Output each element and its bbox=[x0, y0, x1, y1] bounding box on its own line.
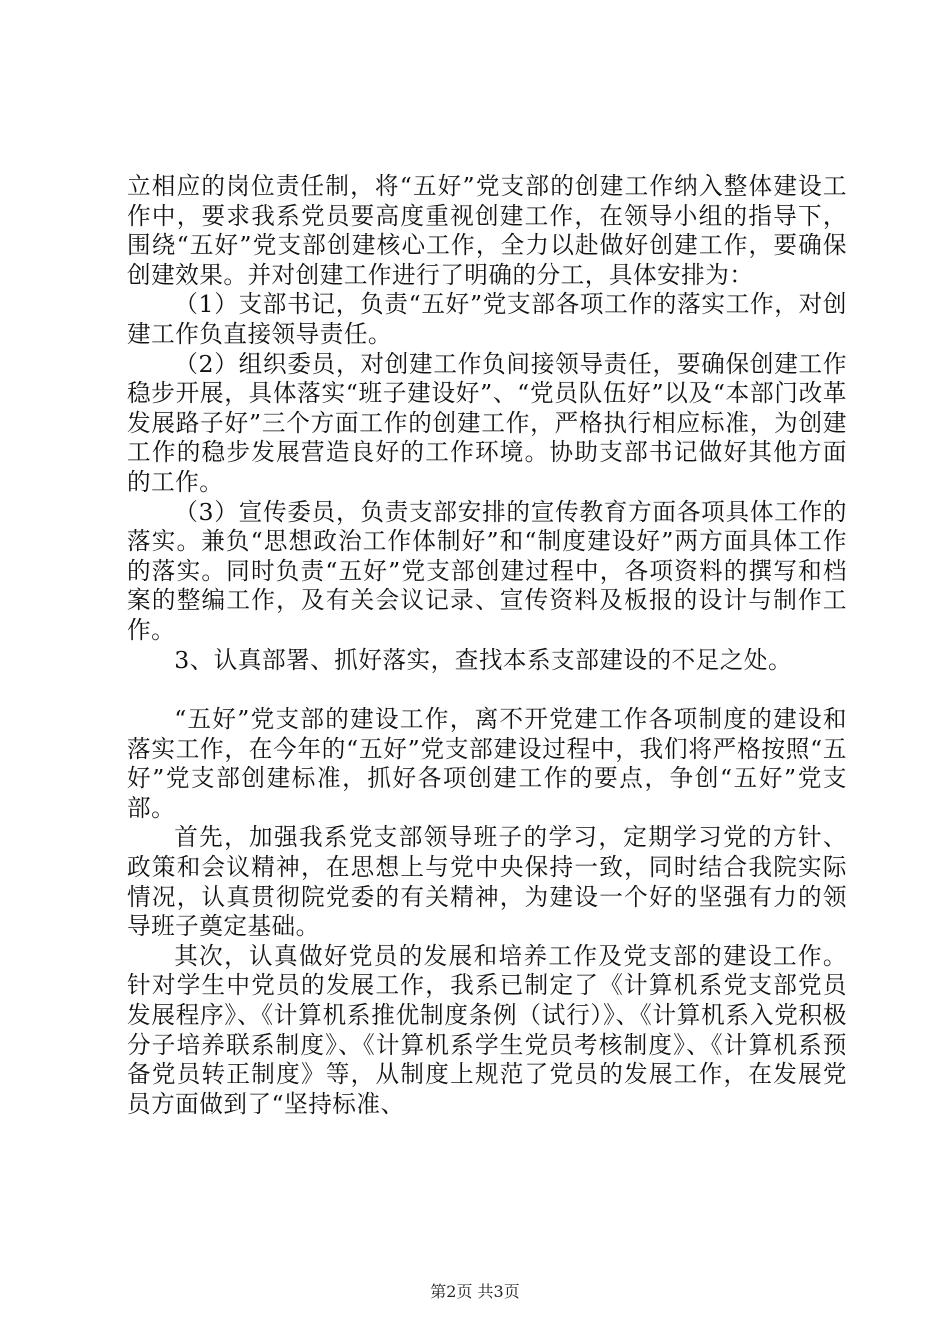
page-footer: 第2页 共3页 bbox=[430, 1282, 520, 1301]
paragraph-intro: 立相应的岗位责任制，将“五好”党支部的创建工作纳入整体建设工作中，要求我系党员要高度重视创建工作，在领导小组的指导下，围绕“五好”党支部创建核心工作，全力以赴做好创建工作，要确保创建效果。并对创建工作进行了明确的分工，具体安排为： bbox=[127, 172, 847, 289]
paragraph-item-2: （2）组织委员，对创建工作负间接领导责任，要确保创建工作稳步开展，具体落实“班子建设好”、“党员队伍好”以及“本部门改革发展路子好”三个方面工作的创建工作，严格执行相应标准，为创建工作的稳步发展营造良好的工作环境。协助支部书记做好其他方面的工作。 bbox=[127, 349, 847, 496]
paragraph-item-1: （1）支部书记，负责“五好”党支部各项工作的落实工作，对创建工作负直接领导责任。 bbox=[127, 290, 847, 348]
section-heading: 3、认真部署、抓好落实，查找本系支部建设的不足之处。 bbox=[174, 645, 793, 674]
paragraph-second: 其次，认真做好党员的发展和培养工作及党支部的建设工作。针对学生中党员的发展工作，我系已制定了《计算机系党支部党员发展程序》、《计算机系推优制度条例（试行）》、《计算机系入党积极分子培养联系制度》、《计算机系学生党员考核制度》、《计算机系预备党员转正制度》等，从制度上规范了党员的发展工作，在发展党员方面做到了“坚持标准、 bbox=[127, 941, 847, 1118]
paragraph-wuhao: “五好”党支部的建设工作，离不开党建工作各项制度的建设和落实工作，在今年的“五好”党支部建设过程中，我们将严格按照“五好”党支部创建标准，抓好各项创建工作的要点，争创“五好”党支部。 bbox=[127, 705, 847, 822]
document-body bbox=[127, 172, 847, 1119]
paragraph-item-3: （3）宣传委员，负责支部安排的宣传教育方面各项具体工作的落实。兼负“思想政治工作体制好”和“制度建设好”两方面具体工作的落实。同时负责“五好”党支部创建过程中，各项资料的撰写和档案的整编工作，及有关会议记录、宣传资料及板报的设计与制作工作。 bbox=[127, 497, 847, 644]
paragraph-first: 首先，加强我系党支部领导班子的学习，定期学习党的方针、政策和会议精神，在思想上与党中央保持一致，同时结合我院实际情况，认真贯彻院党委的有关精神，为建设一个好的坚强有力的领导班子奠定基础。 bbox=[127, 823, 847, 941]
